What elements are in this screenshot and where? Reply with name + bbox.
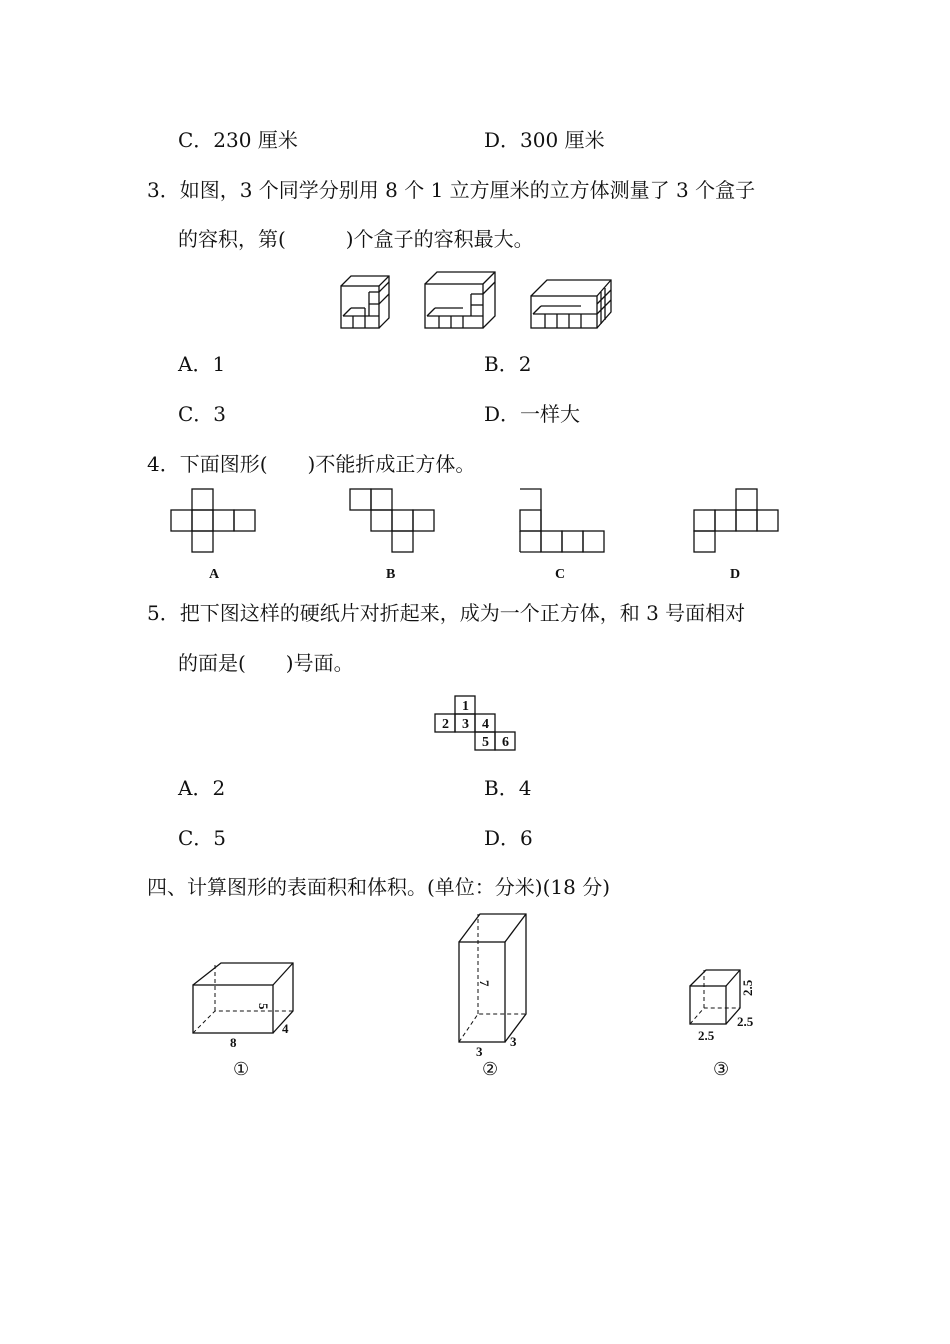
- fig1-height: 5: [256, 1003, 271, 1010]
- fig1-length: 8: [230, 1035, 237, 1050]
- q4-net-a: [171, 489, 255, 552]
- fig3-height: 2.5: [740, 979, 755, 996]
- q5-face-5: 5: [482, 735, 489, 750]
- q5-face-3: 3: [462, 717, 469, 732]
- q4-label-c: C: [555, 567, 566, 582]
- q3-option-a: A．1: [178, 352, 226, 376]
- q3-option-c: C．3: [178, 402, 227, 426]
- q5-face-1: 1: [462, 699, 469, 714]
- q4-label-a: A: [209, 567, 220, 582]
- q4-question: 4．下面图形( )不能折成正方体。: [147, 452, 476, 476]
- fig2-length: 3: [476, 1044, 483, 1059]
- q3-box-1: [341, 276, 389, 328]
- q3-option-b: B．2: [484, 352, 532, 376]
- q4-nets: [170, 487, 790, 567]
- fig3-marker: ③: [713, 1059, 730, 1080]
- q5-net: [432, 695, 522, 755]
- q3-box-3: [531, 280, 611, 328]
- q5-question-line2: 的面是( )号面。: [178, 651, 354, 675]
- q5-option-c: C．5: [178, 826, 227, 850]
- fig1-marker: ①: [233, 1059, 250, 1080]
- q3-box-2: [425, 272, 495, 328]
- q5-face-6: 6: [502, 735, 509, 750]
- section4-title: 四、计算图形的表面积和体积。(单位：分米)(18 分): [147, 875, 611, 899]
- fig3-cube: [682, 960, 782, 1050]
- q3-box-figures: [335, 268, 625, 338]
- q3-option-d: D．一样大: [484, 402, 581, 426]
- q4-net-d: [694, 489, 778, 552]
- fig1-width: 4: [282, 1021, 289, 1036]
- q4-net-b: [350, 489, 434, 552]
- fig2-width: 3: [510, 1034, 517, 1049]
- q5-option-d: D．6: [484, 826, 533, 850]
- q5-option-b: B．4: [484, 776, 532, 800]
- fig2-prism: [452, 910, 542, 1060]
- fig3-width: 2.5: [737, 1014, 754, 1029]
- q5-option-a: A．2: [178, 776, 226, 800]
- fig3-length: 2.5: [698, 1028, 715, 1043]
- q3-question-line2: 的容积，第( )个盒子的容积最大。: [178, 227, 534, 251]
- fig1-cuboid: [185, 955, 315, 1055]
- fig2-marker: ②: [482, 1059, 499, 1080]
- q5-face-2: 2: [442, 717, 449, 732]
- q4-net-c: [520, 489, 604, 552]
- q4-label-d: D: [730, 567, 741, 582]
- q2-option-d: D．300 厘米: [484, 128, 605, 152]
- q4-label-b: B: [386, 567, 396, 582]
- q5-question-line1: 5．把下图这样的硬纸片对折起来，成为一个正方体，和 3 号面相对: [147, 601, 746, 625]
- fig2-height: 7: [477, 980, 492, 987]
- q5-face-4: 4: [482, 717, 489, 732]
- q2-option-c: C．230 厘米: [178, 128, 298, 152]
- q3-question-line1: 3．如图，3 个同学分别用 8 个 1 立方厘米的立方体测量了 3 个盒子: [147, 178, 756, 202]
